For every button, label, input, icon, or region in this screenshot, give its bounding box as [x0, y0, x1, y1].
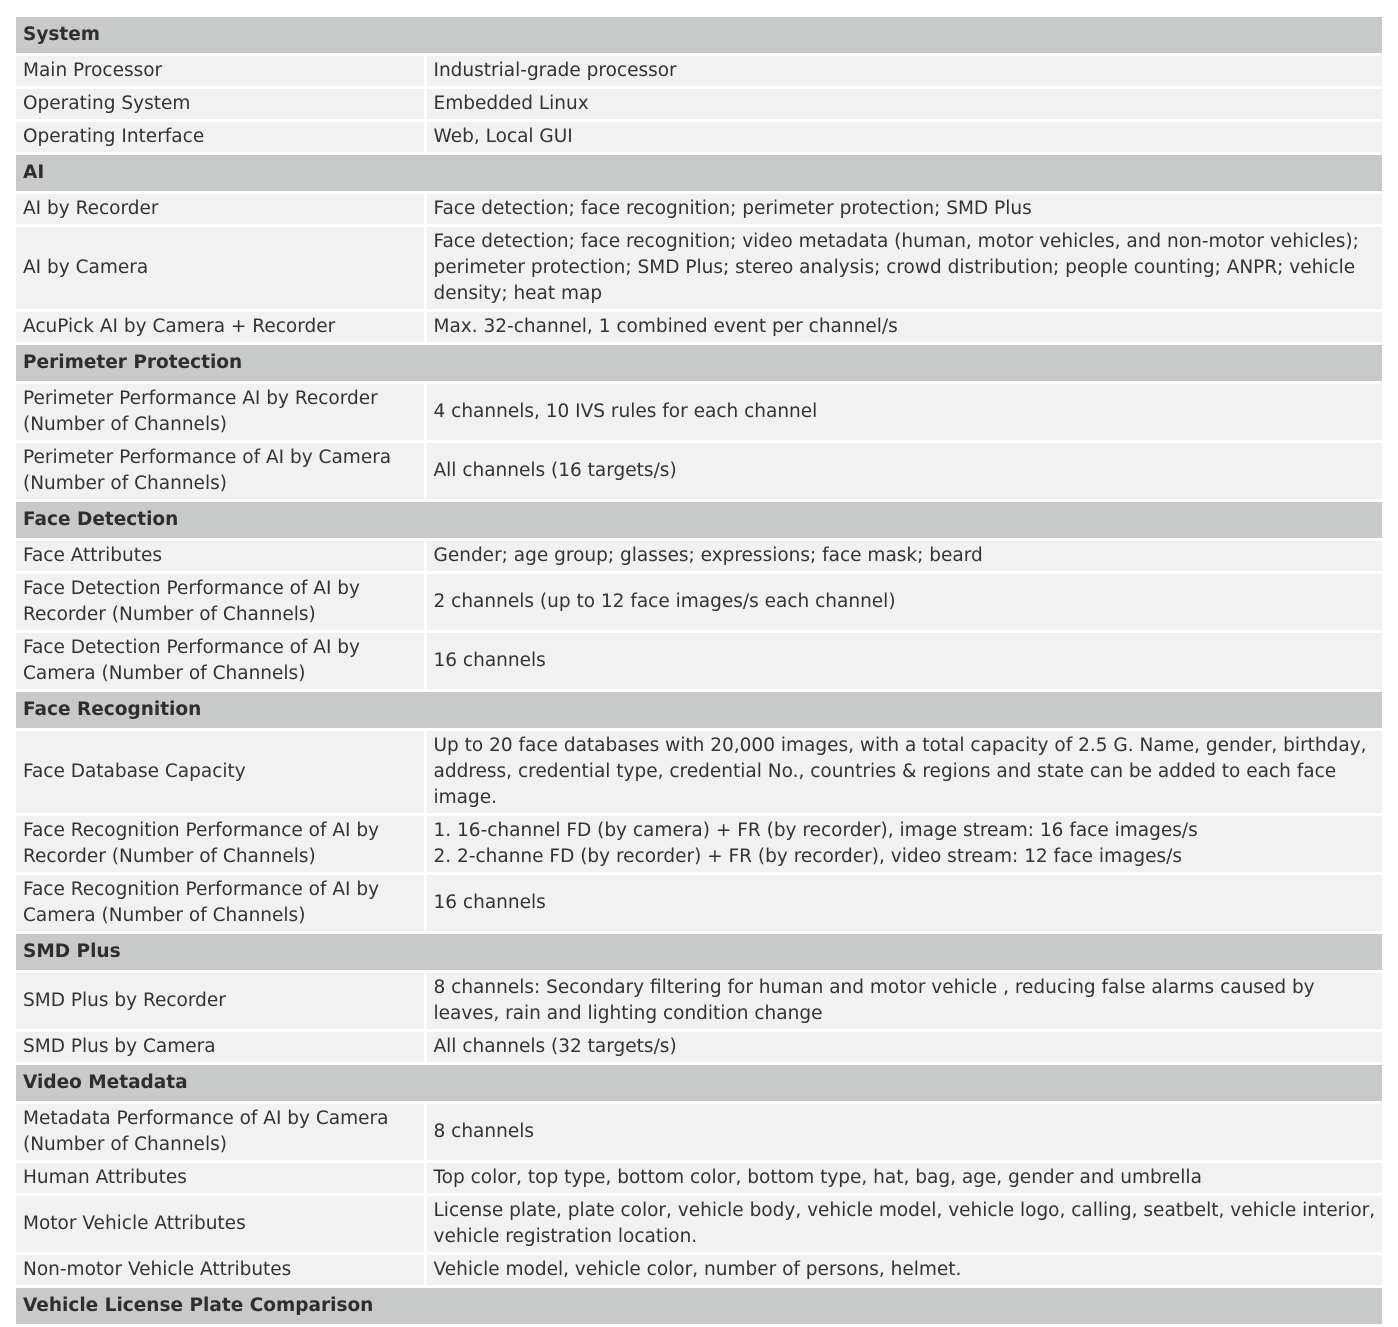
row-value: Face detection; face recognition; perimeter protection; SMD Plus	[425, 193, 1382, 226]
table-row	[16, 1195, 1382, 1254]
section-title: Vehicle License Plate Comparison	[16, 1287, 1382, 1326]
row-value: 8 channels	[425, 1103, 1382, 1162]
table-row	[16, 1162, 1382, 1195]
row-label: Face Recognition Performance of AI by Recorder (Number of Channels)	[16, 815, 425, 874]
row-label: Perimeter Performance AI by Recorder (Number of Channels)	[16, 383, 425, 442]
row-label: Operating Interface	[16, 121, 425, 154]
row-value: Max. 32-channel, 1 combined event per channel/s	[425, 311, 1382, 344]
section-title: System	[16, 17, 1382, 55]
row-value: Gender; age group; glasses; expressions; face mask; beard	[425, 540, 1382, 573]
table-row	[16, 121, 1382, 154]
row-label: SMD Plus by Camera	[16, 1031, 425, 1064]
table-row	[16, 1254, 1382, 1287]
row-label: SMD Plus by Recorder	[16, 972, 425, 1031]
row-value: All channels (32 targets/s)	[425, 1031, 1382, 1064]
row-value: All channels (16 targets/s)	[425, 442, 1382, 501]
table-row	[16, 1031, 1382, 1064]
row-label: Human Attributes	[16, 1162, 425, 1195]
section-header-smd-plus	[16, 933, 1382, 972]
row-value: 16 channels	[425, 632, 1382, 691]
section-title: Face Detection	[16, 501, 1382, 540]
table-row	[16, 226, 1382, 311]
row-value: Vehicle model, vehicle color, number of persons, helmet.	[425, 1254, 1382, 1287]
row-value: Up to 20 face databases with 20,000 images, with a total capacity of 2.5 G. Name, gender, birthday, address, credential type, credential No., countries & regions and state can be added to each face image.	[425, 730, 1382, 815]
section-title: Perimeter Protection	[16, 344, 1382, 383]
row-value: Web, Local GUI	[425, 121, 1382, 154]
row-value: License plate, plate color, vehicle body, vehicle model, vehicle logo, calling, seatbelt, vehicle interior, vehicle registration location.	[425, 1195, 1382, 1254]
row-label: Perimeter Performance of AI by Camera (Number of Channels)	[16, 442, 425, 501]
row-value: 2 channels (up to 12 face images/s each channel)	[425, 573, 1382, 632]
specifications-table	[16, 17, 1382, 1327]
row-label: Face Recognition Performance of AI by Camera (Number of Channels)	[16, 874, 425, 933]
row-label: Face Attributes	[16, 540, 425, 573]
section-header-perimeter-protection	[16, 344, 1382, 383]
section-header-face-detection	[16, 501, 1382, 540]
row-value: 8 channels: Secondary filtering for human and motor vehicle , reducing false alarms caused by leaves, rain and lighting condition change	[425, 972, 1382, 1031]
row-label: Face Database Capacity	[16, 730, 425, 815]
section-header-system	[16, 17, 1382, 55]
row-label: AI by Recorder	[16, 193, 425, 226]
row-label: Motor Vehicle Attributes	[16, 1195, 425, 1254]
row-label: Face Detection Performance of AI by Recorder (Number of Channels)	[16, 573, 425, 632]
table-row	[16, 88, 1382, 121]
table-row	[16, 311, 1382, 344]
section-header-ai	[16, 154, 1382, 193]
table-row	[16, 972, 1382, 1031]
section-title: SMD Plus	[16, 933, 1382, 972]
section-title: Face Recognition	[16, 691, 1382, 730]
table-row	[16, 383, 1382, 442]
row-value: 16 channels	[425, 874, 1382, 933]
table-row	[16, 632, 1382, 691]
row-label: Metadata Performance of AI by Camera (Number of Channels)	[16, 1103, 425, 1162]
row-value-line: 1. 16-channel FD (by camera) + FR (by recorder), image stream: 16 face images/s	[433, 820, 1198, 841]
row-label: Non-motor Vehicle Attributes	[16, 1254, 425, 1287]
section-title: AI	[16, 154, 1382, 193]
table-row	[16, 1103, 1382, 1162]
row-value: Industrial-grade processor	[425, 55, 1382, 88]
row-value	[425, 815, 1382, 874]
row-value-line: 2. 2-channe FD (by recorder) + FR (by recorder), video stream: 12 face images/s	[433, 846, 1182, 867]
row-value: Face detection; face recognition; video metadata (human, motor vehicles, and non-motor vehicles); perimeter protection; SMD Plus; stereo analysis; crowd distribution; people counting; ANPR; vehicle density; heat map	[425, 226, 1382, 311]
row-label: AcuPick AI by Camera + Recorder	[16, 311, 425, 344]
table-row	[16, 55, 1382, 88]
table-row	[16, 193, 1382, 226]
row-label: Operating System	[16, 88, 425, 121]
table-row	[16, 540, 1382, 573]
row-value: Embedded Linux	[425, 88, 1382, 121]
row-value: 4 channels, 10 IVS rules for each channel	[425, 383, 1382, 442]
table-row	[16, 442, 1382, 501]
row-label: AI by Camera	[16, 226, 425, 311]
table-row	[16, 815, 1382, 874]
row-label: Main Processor	[16, 55, 425, 88]
table-row	[16, 730, 1382, 815]
section-header-video-metadata	[16, 1064, 1382, 1103]
table-row	[16, 573, 1382, 632]
row-value: Top color, top type, bottom color, bottom type, hat, bag, age, gender and umbrella	[425, 1162, 1382, 1195]
row-label: Face Detection Performance of AI by Camera (Number of Channels)	[16, 632, 425, 691]
section-header-vehicle-license-plate-comparison	[16, 1287, 1382, 1326]
table-row	[16, 874, 1382, 933]
section-title: Video Metadata	[16, 1064, 1382, 1103]
section-header-face-recognition	[16, 691, 1382, 730]
